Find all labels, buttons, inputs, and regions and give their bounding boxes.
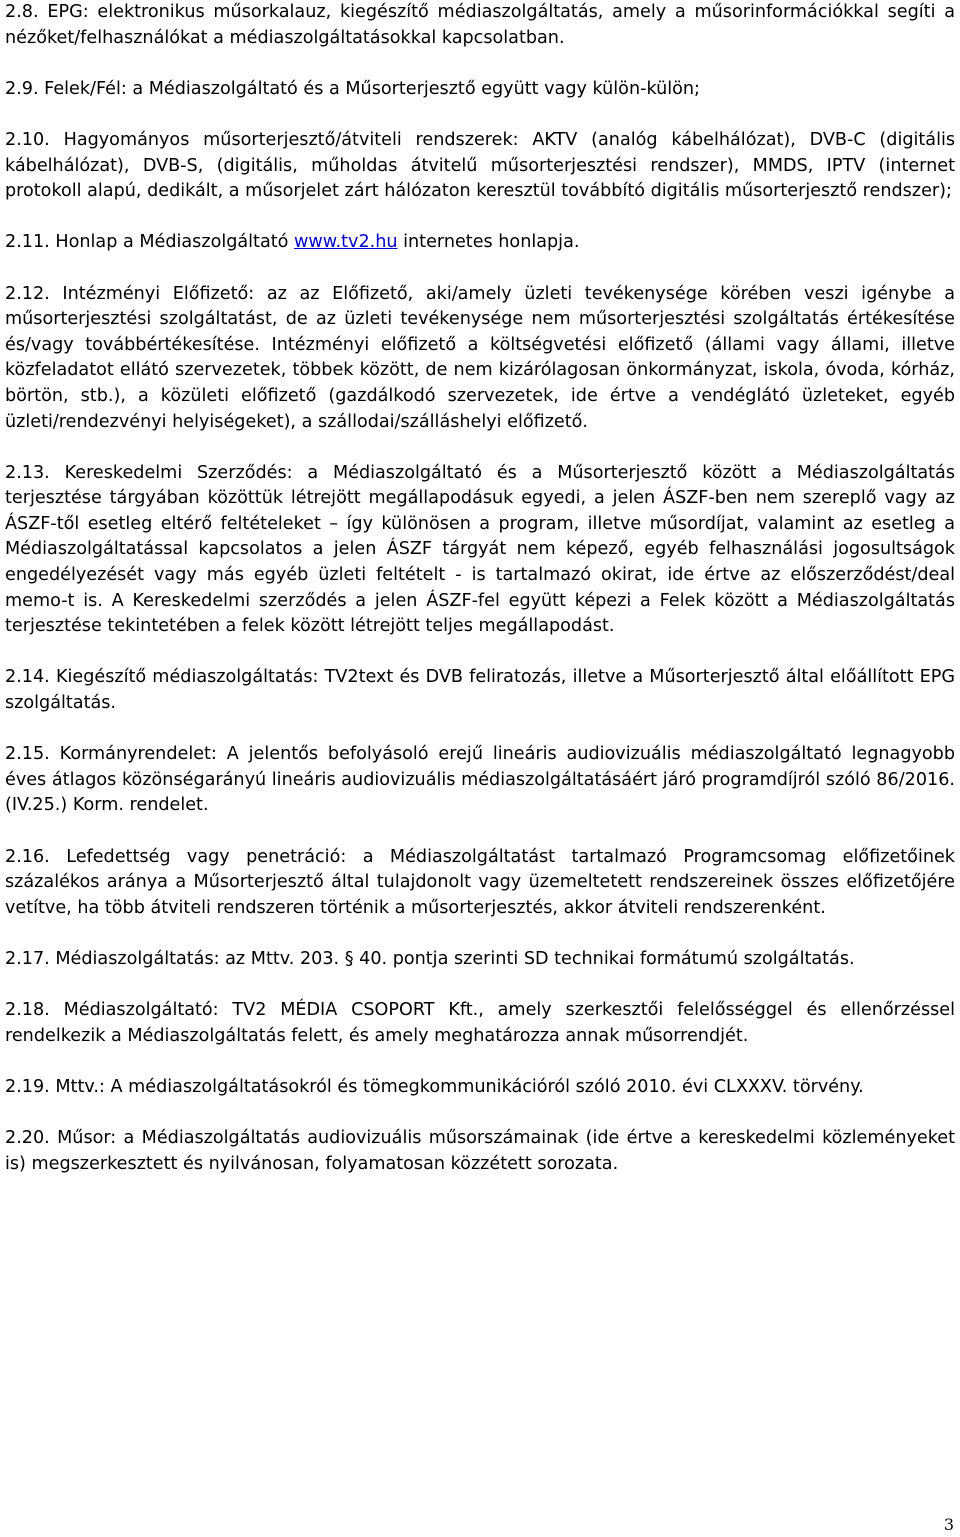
definition-2-11 bbox=[5, 230, 955, 256]
definition-number: 2.11. bbox=[5, 232, 50, 253]
definition-2-18 bbox=[5, 998, 955, 1049]
definition-2-19 bbox=[5, 1075, 955, 1101]
definition-text: Kormányrendelet: A jelentős befolyásoló erejű lineáris audiovizuális médiaszolgáltató legnagyobb éves átlagos közönségarányú lineáris audiovizuális médiaszolgáltatásáért járó programdíjról szóló 86/2016. (IV.25.) Korm. rendelet. bbox=[5, 744, 955, 816]
definition-number: 2.14. bbox=[5, 667, 50, 688]
definition-2-14 bbox=[5, 665, 955, 716]
definition-2-8 bbox=[5, 0, 955, 51]
definition-text: EPG: elektronikus műsorkalauz, kiegészítő médiaszolgáltatás, amely a műsorinformációkkal segíti a nézőket/felhasználókat a médiaszolgáltatásokkal kapcsolatban. bbox=[5, 2, 956, 48]
definition-text: Felek/Fél: a Médiaszolgáltató és a Műsorterjesztő együtt vagy külön-külön; bbox=[44, 78, 700, 99]
definition-number: 2.16. bbox=[5, 846, 50, 867]
definition-number: 2.13. bbox=[5, 462, 50, 483]
website-link[interactable]: www.tv2.hu bbox=[294, 232, 398, 253]
definition-text: Intézményi Előfizető: az az Előfizető, aki/amely üzleti tevékenysége körében veszi igénybe a műsorterjesztési szolgáltatást, de az üzleti tevékenysége nem műsorterjesztési szolgáltatás értékesítése és/vagy továbbértékesítése. Intézményi előfizető a költségvetési előfizető (állami vagy állami, illetve közfeladatot ellátó szervezetek, többek között, de nem kizárólagosan önkormányzat, iskola, óvoda, kórház, börtön, stb.), a közületi előfizető (gazdálkodó szervezetek, ide értve a vendéglátó üzleteket, egyéb üzleti/rendezvényi helyiségeket), a szállodai/szálláshelyi előfizető. bbox=[5, 283, 956, 432]
definition-number: 2.19. bbox=[5, 1076, 50, 1097]
definition-number: 2.18. bbox=[5, 1000, 50, 1021]
definition-number: 2.9. bbox=[5, 78, 39, 99]
definition-text: Mttv.: A médiaszolgáltatásokról és tömegkommunikációról szóló 2010. évi CLXXXV. törvény. bbox=[55, 1076, 864, 1097]
definition-2-17 bbox=[5, 947, 955, 973]
definition-2-15 bbox=[5, 742, 955, 819]
definition-text: Műsor: a Médiaszolgáltatás audiovizuális műsorszámainak (ide értve a kereskedelmi közleményeket is) megszerkesztett és nyilvánosan, folyamatosan közzétett sorozata. bbox=[5, 1128, 955, 1174]
definition-number: 2.20. bbox=[5, 1128, 50, 1149]
definition-text: Honlap a Médiaszolgáltató bbox=[55, 232, 289, 253]
definition-2-20 bbox=[5, 1126, 955, 1177]
definition-text: Médiaszolgáltató: TV2 MÉDIA CSOPORT Kft., amely szerkesztői felelősséggel és ellenőrzéssel rendelkezik a Médiaszolgáltatás felett, és amely meghatározza annak műsorrendjét. bbox=[5, 1000, 955, 1046]
definition-text: Médiaszolgáltatás: az Mttv. 203. § 40. pontja szerinti SD technikai formátumú szolgáltatás. bbox=[55, 948, 855, 969]
definition-text: Kiegészítő médiaszolgáltatás: TV2text és DVB feliratozás, illetve a Műsorterjesztő által előállított EPG szolgáltatás. bbox=[5, 667, 956, 714]
definition-number: 2.10. bbox=[5, 129, 50, 150]
definition-2-9 bbox=[5, 77, 955, 103]
definition-2-16 bbox=[5, 845, 955, 922]
page-number: 3 bbox=[943, 1515, 954, 1534]
definition-number: 2.15. bbox=[5, 744, 50, 765]
definition-text: Kereskedelmi Szerződés: a Médiaszolgáltató és a Műsorterjesztő között a Médiaszolgáltatás terjesztése tárgyában közöttük létrejött megállapodásuk egyedi, a jelen ÁSZF-ben nem szereplő vagy az ÁSZF-től esetleg eltérő feltételeket – így különösen a program, illetve műsordíjat, valamint az esetleg a Médiaszolgáltatással kapcsolatos a jelen ÁSZF tárgyát nem képező, egyéb felhasználási jogosultságok engedélyezését vagy más egyéb üzleti feltételt - is tartalmazó okirat, ide értve az előszerződést/deal memo-t is. A Kereskedelmi szerződés a jelen ÁSZF-fel együtt képezi a Felek között a Médiaszolgáltatás terjesztése tekintetében a felek között létrejött teljes megállapodást. bbox=[5, 462, 955, 637]
definition-text: Lefedettség vagy penetráció: a Médiaszolgáltatást tartalmazó Programcsomag előfizetőinek százalékos aránya a Műsorterjesztő által tulajdonolt vagy üzemeltetett rendszereinek összes előfizetőjére vetítve, ha több átviteli rendszeren történik a műsorterjesztés, akkor átviteli rendszerenként. bbox=[5, 846, 955, 918]
definition-2-10 bbox=[5, 128, 955, 205]
definition-text: Hagyományos műsorterjesztő/átviteli rendszerek: AKTV (analóg kábelhálózat), DVB-C (digitális kábelhálózat), DVB-S, (digitális, műholdas átvitelű műsorterjesztési rendszer), MMDS, IPTV (internet protokoll alapú, dedikált, a műsorjelet zárt hálózaton keresztül továbbító digitális műsorterjesztő rendszer); bbox=[5, 129, 956, 202]
definition-number: 2.17. bbox=[5, 948, 50, 969]
definition-number: 2.12. bbox=[5, 283, 50, 304]
definition-text-after: internetes honlapja. bbox=[403, 232, 580, 253]
definition-2-12 bbox=[5, 282, 955, 436]
definition-number: 2.8. bbox=[5, 2, 39, 22]
definition-2-13 bbox=[5, 461, 955, 640]
document-page bbox=[5, 0, 955, 1203]
